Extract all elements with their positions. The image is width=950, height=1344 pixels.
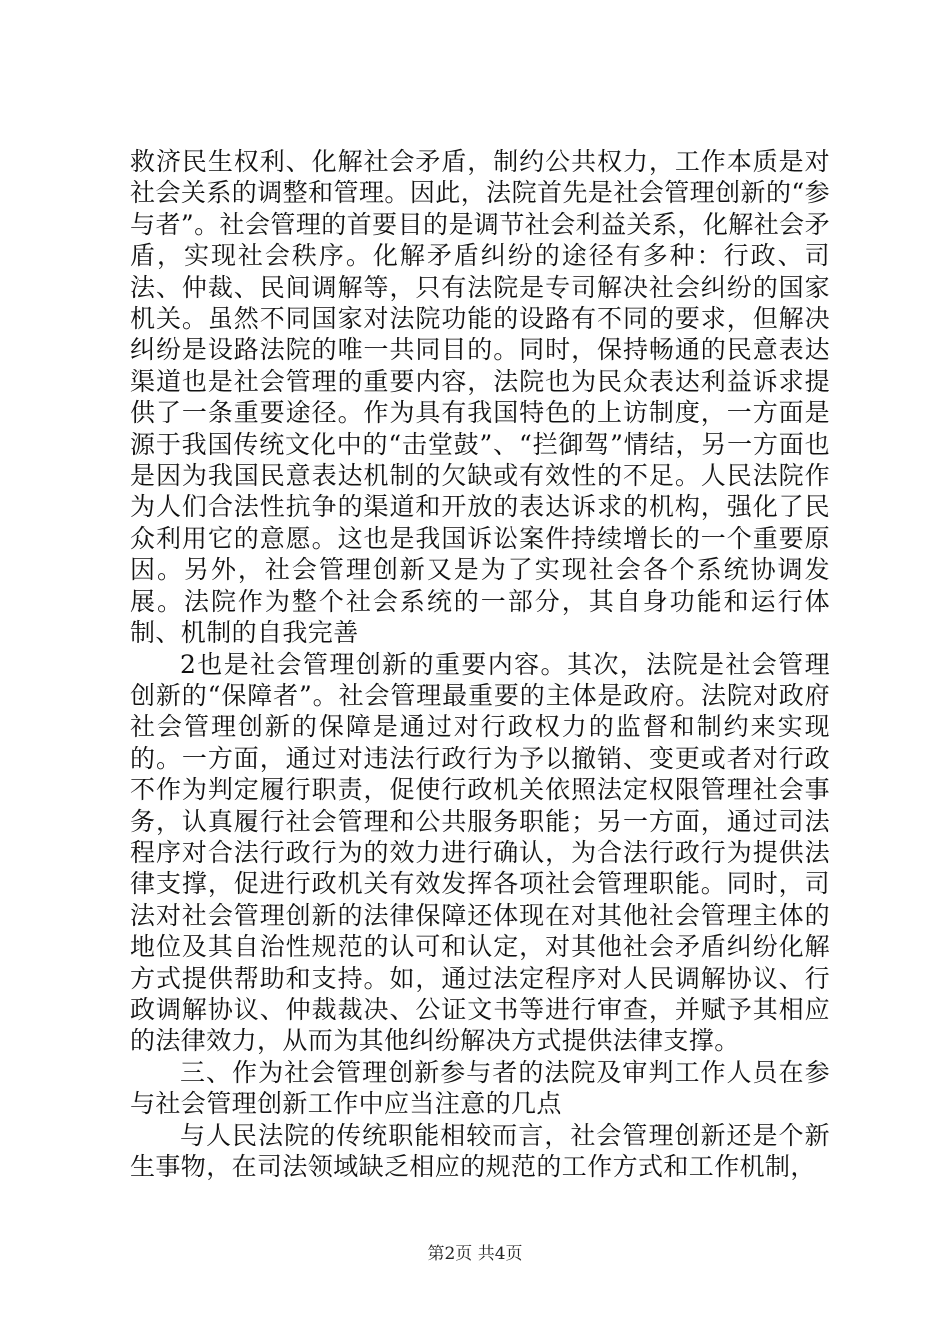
paragraph-3: 与人民法院的传统职能相较而言，社会管理创新还是个新生事物，在司法领域缺乏相应的规范的工作方式和工作机制， xyxy=(130,1120,830,1181)
paragraph-2: 2也是社会管理创新的重要内容。其次，法院是社会管理创新的“保障者”。社会管理最重要的主体是政府。法院对政府社会管理创新的保障是通过对行政权力的监督和制约来实现的。一方面，通过对违法行政行为予以撤销、变更或者对行政不作为判定履行职责，促使行政机关依照法定权限管理社会事务，认真履行社会管理和公共服务职能；另一方面，通过司法程序对合法行政行为的效力进行确认，为合法行政行为提供法律支撑，促进行政机关有效发挥各项社会管理职能。同时，司法对社会管理创新的法律保障还体现在对其他社会管理主体的地位及其自治性规范的认可和认定，对其他社会矛盾纠纷化解方式提供帮助和支持。如，通过法定程序对人民调解协议、行政调解协议、仲裁裁决、公证文书等进行审查，并赋予其相应的法律效力，从而为其他纠纷解决方式提供法律支撑。 xyxy=(130,649,830,1056)
page-footer: 第2页 共4页 xyxy=(427,1244,523,1264)
paragraph-1: 救济民生权利、化解社会矛盾，制约公共权力，工作本质是对社会关系的调整和管理。因此，法院首先是社会管理创新的“参与者”。社会管理的首要目的是调节社会利益关系，化解社会矛盾，实现社会秩序。化解矛盾纠纷的途径有多种：行政、司法、仲裁、民间调解等，只有法院是专司解决社会纠纷的国家机关。虽然不同国家对法院功能的设路有不同的要求，但解决纠纷是设路法院的唯一共同目的。同时，保持畅通的民意表达渠道也是社会管理的重要内容，法院也为民众表达利益诉求提供了一条重要途径。作为具有我国特色的上访制度，一方面是源于我国传统文化中的“击堂鼓”、“拦御驾”情结，另一方面也是因为我国民意表达机制的欠缺或有效性的不足。人民法院作为人们合法性抗争的渠道和开放的表达诉求的机构，强化了民众利用它的意愿。这也是我国诉讼案件持续增长的一个重要原因。另外，社会管理创新又是为了实现社会各个系统协调发展。法院作为整个社会系统的一部分，其自身功能和运行体制、机制的自我完善 xyxy=(130,147,830,648)
section-heading: 三、作为社会管理创新参与者的法院及审判工作人员在参与社会管理创新工作中应当注意的几点 xyxy=(130,1057,830,1119)
document-body xyxy=(130,146,830,1182)
